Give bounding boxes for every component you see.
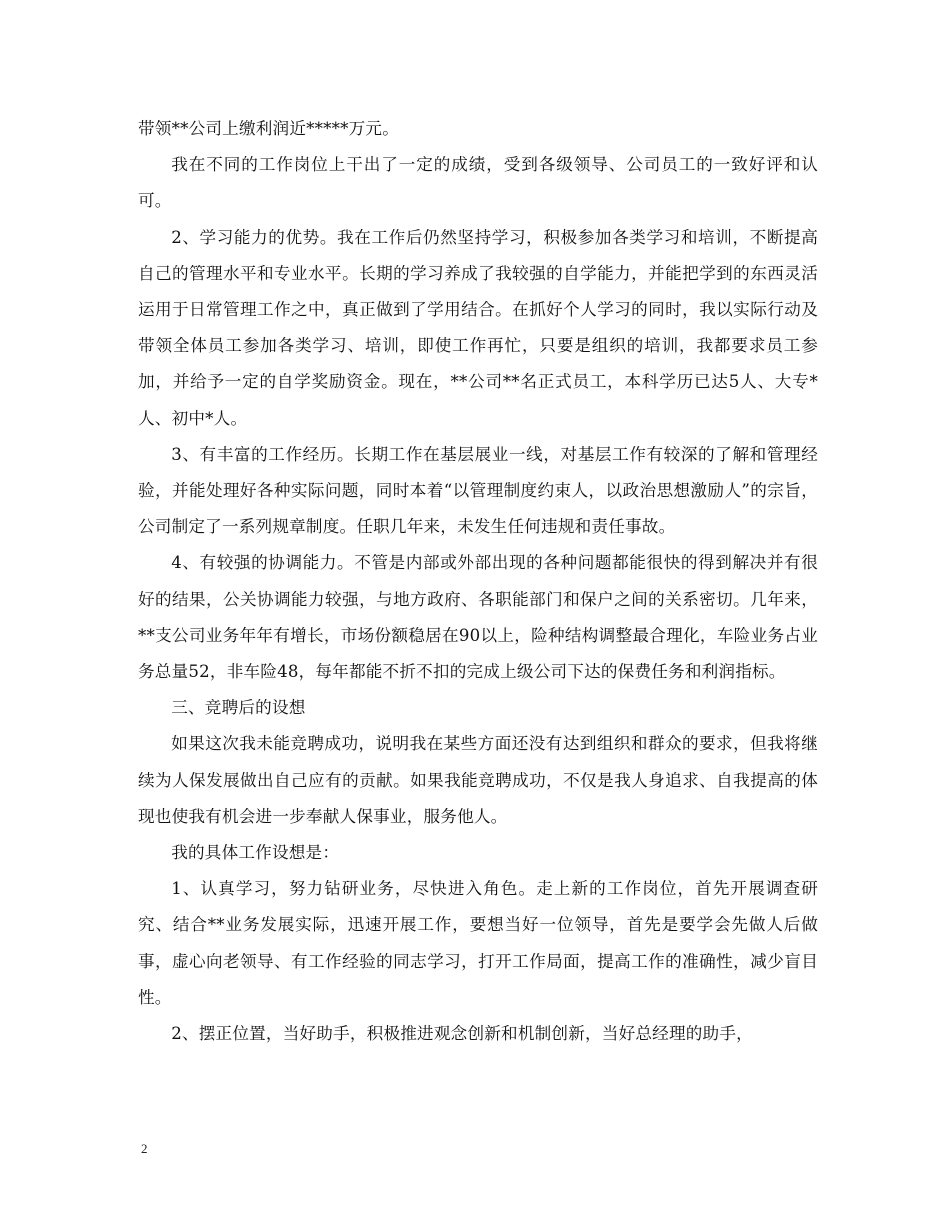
document-body (138, 111, 818, 1052)
paragraph-6: 如果这次我未能竞聘成功，说明我在某些方面还没有达到组织和群众的要求，但我将继续为人保发展做出自己应有的贡献。如果我能竞聘成功，不仅是我人身追求、自我提高的体现也使我有机会进一步奉献人保事业，服务他人。 (138, 734, 818, 826)
page-number: 2 (141, 1141, 148, 1156)
paragraph-1: 带领**公司上缴利润近*****万元。 (138, 119, 400, 138)
paragraph-4: 3、有丰富的工作经历。长期工作在基层展业一线，对基层工作有较深的了解和管理经验，并能处理好各种实际问题，同时本着“以管理制度约束人，以政治思想激励人”的宗旨，公司制定了一系列规章制度。任职几年来，未发生任何违规和责任事故。 (138, 444, 818, 537)
paragraph-2: 我在不同的工作岗位上干出了一定的成绩，受到各级领导、公司员工的一致好评和认可。 (138, 155, 818, 211)
paragraph-9: 2、摆正位置，当好助手，积极推进观念创新和机制创新，当好总经理的助手， (171, 1024, 753, 1044)
paragraph-3: 2、学习能力的优势。我在工作后仍然坚持学习，积极参加各类学习和培训，不断提高自己的管理水平和专业水平。长期的学习养成了我较强的自学能力，并能把学到的东西灵活运用于日常管理工作之中，真正做到了学用结合。在抓好个人学习的同时，我以实际行动及带领全体员工参加各类学习、培训，即使工作再忙，只要是组织的培训，我都要求员工参加，并给予一定的自学奖励资金。现在，**公司**名正式员工，本科学历已达5人、大专*人、初中*人。 (138, 227, 818, 428)
paragraph-5: 4、有较强的协调能力。不管是内部或外部出现的各种问题都能很快的得到解决并有很好的结果，公关协调能力较强，与地方政府、各职能部门和保户之间的关系密切。几年来，**支公司业务年年有增长，市场份额稳居在90以上，险种结构调整最合理化，车险业务占业务总量52，非车险48，每年都能不折不扣的完成上级公司下达的保费任务和利润指标。 (138, 553, 818, 682)
paragraph-7: 我的具体工作设想是： (171, 843, 340, 863)
section-heading: 三、竞聘后的设想 (171, 698, 306, 718)
paragraph-8: 1、认真学习，努力钻研业务，尽快进入角色。走上新的工作岗位，首先开展调查研究、结合**业务发展实际，迅速开展工作，要想当好一位领导，首先是要学会先做人后做事，虚心向老领导、有工作经验的同志学习，打开工作局面，提高工作的准确性，减少盲目性。 (138, 879, 818, 1007)
